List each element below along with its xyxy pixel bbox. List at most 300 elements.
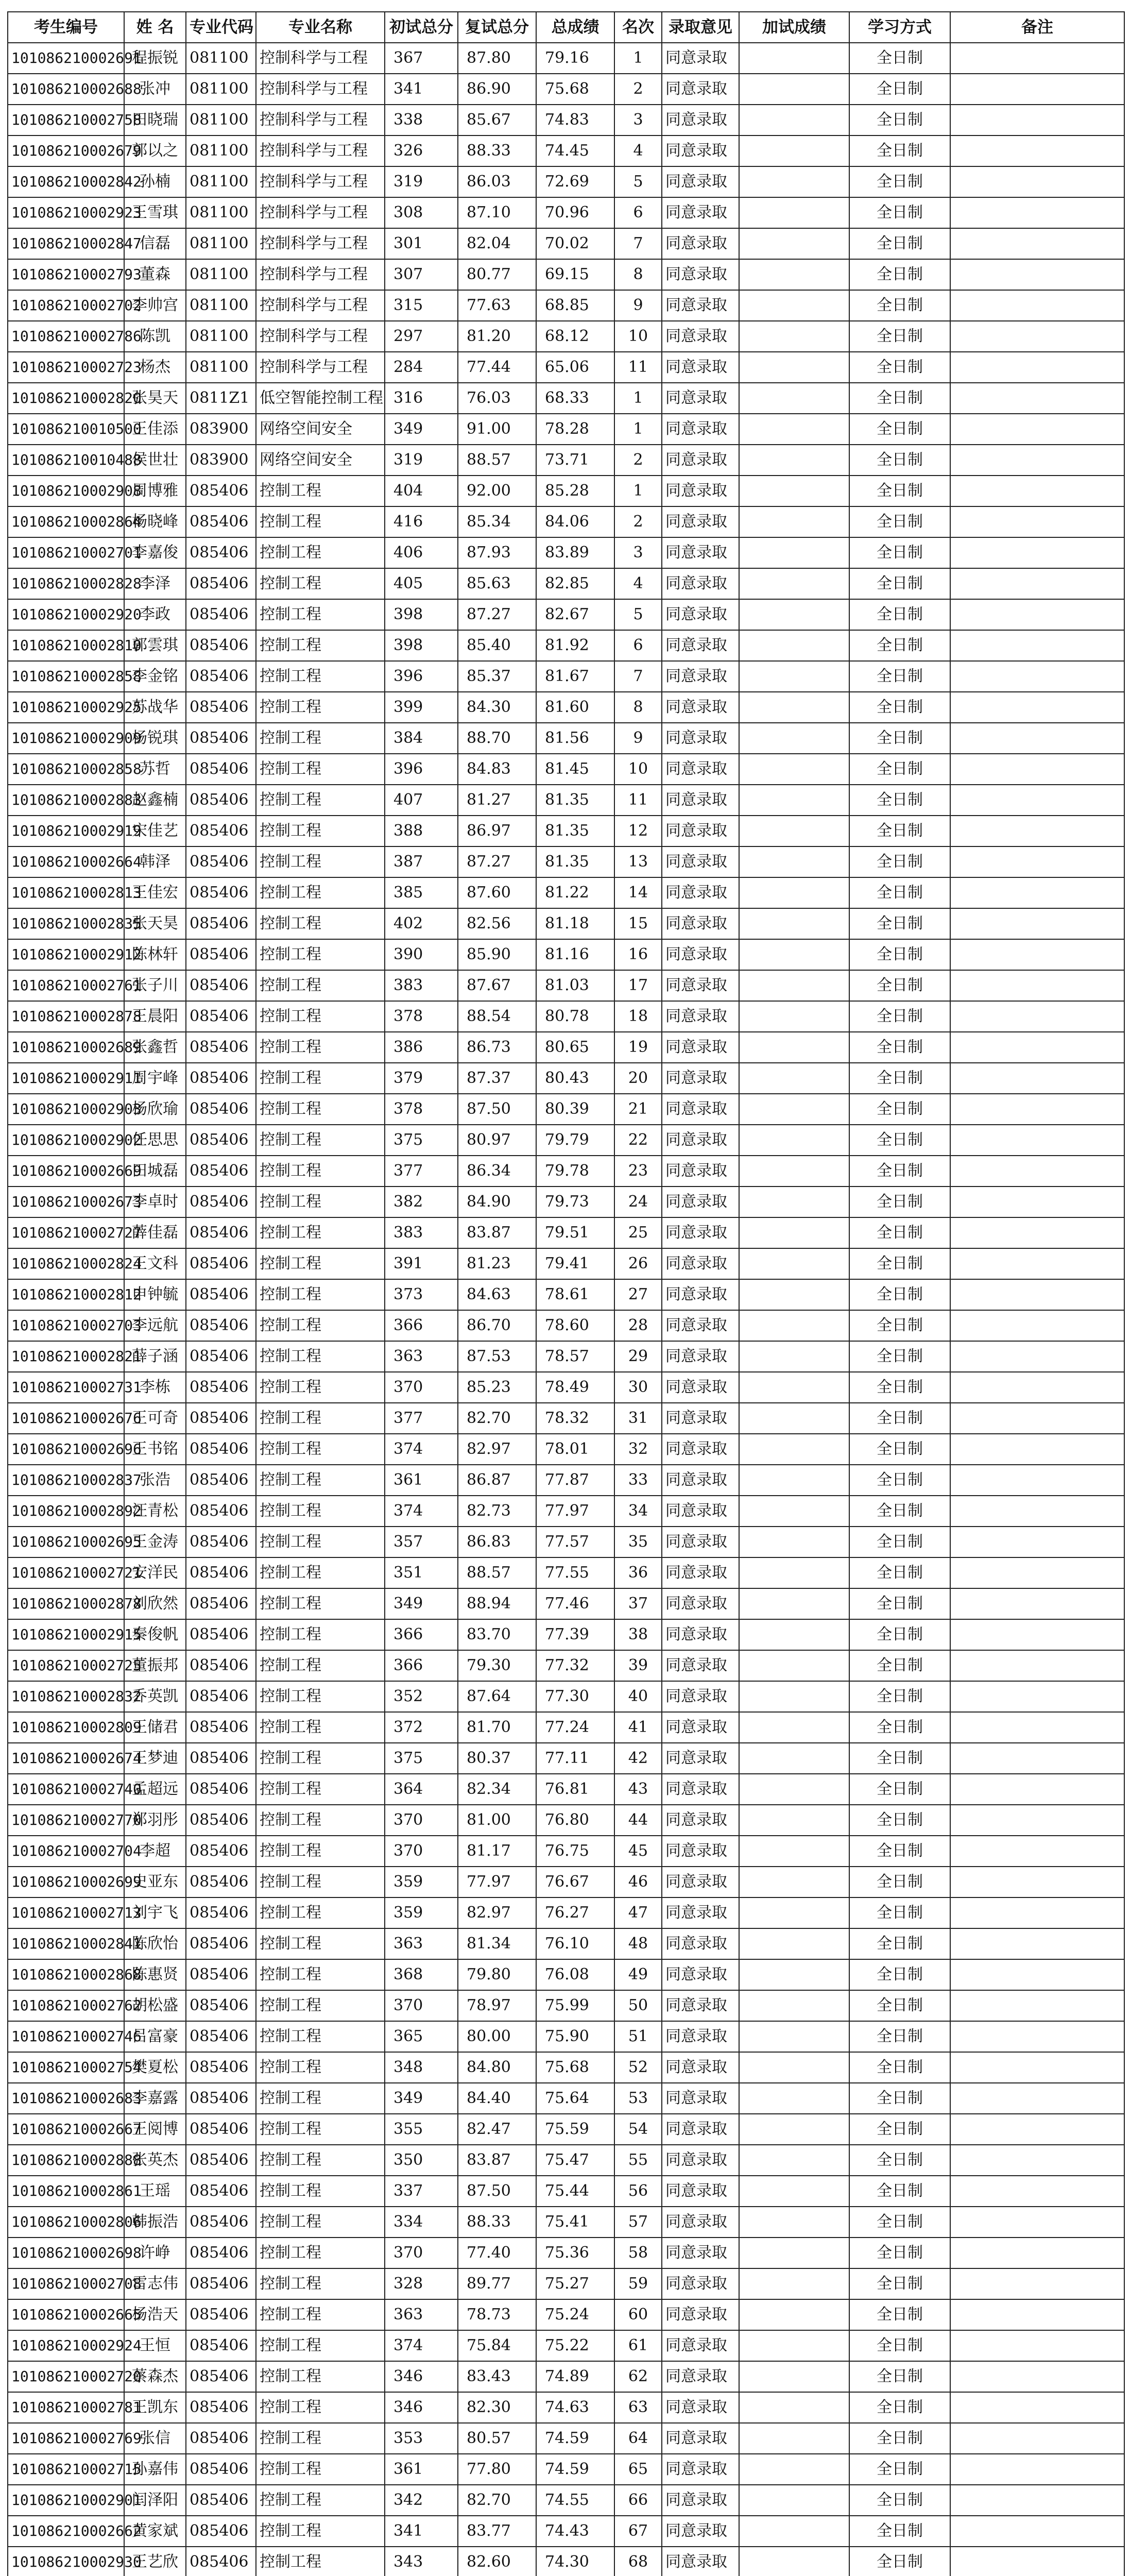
cell-name: 安洋民	[124, 1557, 186, 1588]
cell-admission-opinion: 同意录取	[662, 2299, 739, 2330]
cell-rank: 13	[614, 846, 662, 877]
cell-major-code: 085406	[186, 1125, 256, 1156]
cell-major-code: 085406	[186, 1403, 256, 1434]
table-row	[8, 43, 1124, 74]
table-row	[8, 2516, 1124, 2547]
cell-admission-opinion: 同意录取	[662, 2392, 739, 2423]
cell-remarks	[950, 1156, 1124, 1187]
cell-exam-id: 101086210002761	[8, 970, 124, 1001]
cell-initial-score: 319	[385, 445, 458, 476]
cell-exam-id: 101086210002769	[8, 2423, 124, 2454]
cell-rank: 1	[614, 383, 662, 414]
cell-exam-id: 101086210002667	[8, 2114, 124, 2145]
cell-retest-score: 80.97	[458, 1125, 536, 1156]
cell-study-mode: 全日制	[849, 1805, 950, 1836]
cell-major-name: 控制工程	[256, 1619, 385, 1650]
table-row	[8, 1032, 1124, 1063]
cell-study-mode: 全日制	[849, 1836, 950, 1867]
cell-study-mode: 全日制	[849, 1001, 950, 1032]
cell-extra-test-score	[739, 1248, 849, 1279]
cell-initial-score: 372	[385, 1712, 458, 1743]
cell-major-name: 控制工程	[256, 537, 385, 568]
cell-initial-score: 402	[385, 908, 458, 939]
cell-major-name: 网络空间安全	[256, 445, 385, 476]
cell-name: 刘宇飞	[124, 1897, 186, 1928]
table-row	[8, 785, 1124, 816]
cell-remarks	[950, 723, 1124, 754]
cell-admission-opinion: 同意录取	[662, 2485, 739, 2516]
cell-study-mode: 全日制	[849, 1990, 950, 2021]
cell-extra-test-score	[739, 1403, 849, 1434]
cell-major-name: 控制工程	[256, 2052, 385, 2083]
cell-name: 胡松盛	[124, 1990, 186, 2021]
cell-major-name: 控制工程	[256, 1897, 385, 1928]
cell-study-mode: 全日制	[849, 2021, 950, 2052]
cell-admission-opinion: 同意录取	[662, 939, 739, 970]
cell-rank: 47	[614, 1897, 662, 1928]
cell-exam-id: 101086210002696	[8, 1434, 124, 1465]
cell-total-score: 81.56	[536, 723, 614, 754]
cell-retest-score: 79.30	[458, 1650, 536, 1681]
table-row	[8, 661, 1124, 692]
header-rank: 名次	[614, 12, 662, 43]
cell-major-code: 085406	[186, 1248, 256, 1279]
cell-total-score: 65.06	[536, 352, 614, 383]
cell-retest-score: 87.50	[458, 1094, 536, 1125]
cell-total-score: 79.16	[536, 43, 614, 74]
cell-name: 王艺欣	[124, 2547, 186, 2576]
cell-study-mode: 全日制	[849, 197, 950, 228]
cell-total-score: 75.44	[536, 2176, 614, 2207]
cell-remarks	[950, 1217, 1124, 1248]
cell-study-mode: 全日制	[849, 1465, 950, 1496]
cell-admission-opinion: 同意录取	[662, 2145, 739, 2176]
table-row	[8, 166, 1124, 197]
cell-study-mode: 全日制	[849, 877, 950, 908]
cell-retest-score: 82.47	[458, 2114, 536, 2145]
cell-study-mode: 全日制	[849, 1619, 950, 1650]
cell-name: 王阅博	[124, 2114, 186, 2145]
cell-major-name: 控制科学与工程	[256, 105, 385, 135]
cell-major-code: 085406	[186, 1650, 256, 1681]
cell-major-code: 085406	[186, 1897, 256, 1928]
cell-extra-test-score	[739, 506, 849, 537]
cell-admission-opinion: 同意录取	[662, 1372, 739, 1403]
cell-admission-opinion: 同意录取	[662, 2547, 739, 2576]
cell-initial-score: 406	[385, 537, 458, 568]
cell-major-name: 控制工程	[256, 908, 385, 939]
cell-name: 李超	[124, 1836, 186, 1867]
table-row	[8, 1341, 1124, 1372]
cell-major-name: 控制工程	[256, 939, 385, 970]
cell-initial-score: 404	[385, 476, 458, 506]
cell-remarks	[950, 661, 1124, 692]
cell-extra-test-score	[739, 1619, 849, 1650]
cell-exam-id: 101086210002821	[8, 1341, 124, 1372]
cell-extra-test-score	[739, 877, 849, 908]
cell-initial-score: 307	[385, 259, 458, 290]
cell-remarks	[950, 1619, 1124, 1650]
table-row	[8, 197, 1124, 228]
cell-remarks	[950, 2330, 1124, 2361]
cell-exam-id: 101086210002679	[8, 135, 124, 166]
cell-retest-score: 88.94	[458, 1588, 536, 1619]
cell-extra-test-score	[739, 1125, 849, 1156]
cell-total-score: 81.92	[536, 630, 614, 661]
cell-remarks	[950, 2083, 1124, 2114]
cell-rank: 67	[614, 2516, 662, 2547]
cell-initial-score: 361	[385, 2454, 458, 2485]
cell-total-score: 81.18	[536, 908, 614, 939]
table-row	[8, 1248, 1124, 1279]
cell-total-score: 77.32	[536, 1650, 614, 1681]
cell-remarks	[950, 1527, 1124, 1557]
cell-rank: 44	[614, 1805, 662, 1836]
cell-retest-score: 86.70	[458, 1310, 536, 1341]
cell-name: 杨杰	[124, 352, 186, 383]
cell-extra-test-score	[739, 166, 849, 197]
cell-major-code: 081100	[186, 259, 256, 290]
cell-remarks	[950, 476, 1124, 506]
cell-name: 王瑶	[124, 2176, 186, 2207]
cell-major-code: 083900	[186, 414, 256, 445]
cell-name: 董森	[124, 259, 186, 290]
cell-initial-score: 373	[385, 1279, 458, 1310]
cell-extra-test-score	[739, 1681, 849, 1712]
cell-study-mode: 全日制	[849, 228, 950, 259]
cell-exam-id: 101086210002847	[8, 228, 124, 259]
cell-exam-id: 101086210002828	[8, 568, 124, 599]
cell-rank: 30	[614, 1372, 662, 1403]
cell-admission-opinion: 同意录取	[662, 1125, 739, 1156]
cell-exam-id: 101086210002842	[8, 166, 124, 197]
table-row	[8, 352, 1124, 383]
cell-rank: 63	[614, 2392, 662, 2423]
cell-name: 王佳宏	[124, 877, 186, 908]
cell-major-name: 控制科学与工程	[256, 43, 385, 74]
cell-major-name: 控制工程	[256, 1681, 385, 1712]
cell-study-mode: 全日制	[849, 2176, 950, 2207]
cell-name: 王可奇	[124, 1403, 186, 1434]
cell-major-name: 控制工程	[256, 692, 385, 723]
cell-major-name: 控制工程	[256, 846, 385, 877]
cell-remarks	[950, 2423, 1124, 2454]
cell-extra-test-score	[739, 2299, 849, 2330]
cell-remarks	[950, 1434, 1124, 1465]
cell-study-mode: 全日制	[849, 135, 950, 166]
cell-initial-score: 370	[385, 1372, 458, 1403]
cell-name: 许峥	[124, 2238, 186, 2268]
cell-rank: 51	[614, 2021, 662, 2052]
cell-remarks	[950, 970, 1124, 1001]
cell-remarks	[950, 1588, 1124, 1619]
cell-remarks	[950, 1496, 1124, 1527]
cell-initial-score: 342	[385, 2485, 458, 2516]
table-row	[8, 2330, 1124, 2361]
cell-study-mode: 全日制	[849, 2392, 950, 2423]
cell-major-code: 085406	[186, 2516, 256, 2547]
cell-initial-score: 349	[385, 414, 458, 445]
cell-exam-id: 101086210002699	[8, 1867, 124, 1897]
cell-total-score: 82.67	[536, 599, 614, 630]
header-exam-id: 考生编号	[8, 12, 124, 43]
cell-retest-score: 84.30	[458, 692, 536, 723]
cell-major-code: 085406	[186, 846, 256, 877]
cell-major-name: 控制工程	[256, 1774, 385, 1805]
cell-major-code: 085406	[186, 2207, 256, 2238]
cell-exam-id: 101086210002912	[8, 939, 124, 970]
cell-retest-score: 86.90	[458, 74, 536, 105]
cell-rank: 9	[614, 723, 662, 754]
table-row	[8, 1279, 1124, 1310]
table-row	[8, 445, 1124, 476]
cell-remarks	[950, 1990, 1124, 2021]
cell-major-name: 控制工程	[256, 1310, 385, 1341]
cell-remarks	[950, 1743, 1124, 1774]
cell-rank: 48	[614, 1928, 662, 1959]
cell-admission-opinion: 同意录取	[662, 2114, 739, 2145]
cell-retest-score: 81.70	[458, 1712, 536, 1743]
cell-exam-id: 101086210002832	[8, 1681, 124, 1712]
cell-major-name: 控制工程	[256, 1557, 385, 1588]
cell-total-score: 81.35	[536, 816, 614, 846]
cell-name: 王晨阳	[124, 1001, 186, 1032]
cell-major-code: 085406	[186, 1836, 256, 1867]
table-row	[8, 2238, 1124, 2268]
cell-study-mode: 全日制	[849, 2145, 950, 2176]
cell-remarks	[950, 43, 1124, 74]
cell-exam-id: 101086210002674	[8, 1743, 124, 1774]
cell-rank: 36	[614, 1557, 662, 1588]
cell-total-score: 75.36	[536, 2238, 614, 2268]
table-row	[8, 1187, 1124, 1217]
cell-total-score: 78.32	[536, 1403, 614, 1434]
cell-extra-test-score	[739, 2330, 849, 2361]
cell-rank: 26	[614, 1248, 662, 1279]
cell-name: 宋佳艺	[124, 816, 186, 846]
cell-initial-score: 284	[385, 352, 458, 383]
cell-extra-test-score	[739, 1032, 849, 1063]
cell-major-code: 085406	[186, 1063, 256, 1094]
cell-initial-score: 365	[385, 2021, 458, 2052]
cell-total-score: 74.89	[536, 2361, 614, 2392]
cell-name: 黄家斌	[124, 2516, 186, 2547]
table-row	[8, 2083, 1124, 2114]
cell-initial-score: 319	[385, 166, 458, 197]
table-row	[8, 908, 1124, 939]
cell-extra-test-score	[739, 2392, 849, 2423]
cell-admission-opinion: 同意录取	[662, 661, 739, 692]
cell-total-score: 81.35	[536, 785, 614, 816]
cell-name: 张昊天	[124, 383, 186, 414]
cell-major-code: 085406	[186, 1959, 256, 1990]
cell-major-name: 控制工程	[256, 816, 385, 846]
table-row	[8, 754, 1124, 785]
cell-name: 孙嘉伟	[124, 2454, 186, 2485]
cell-exam-id: 101086210002713	[8, 1897, 124, 1928]
cell-remarks	[950, 135, 1124, 166]
cell-initial-score: 383	[385, 970, 458, 1001]
cell-rank: 4	[614, 568, 662, 599]
cell-major-code: 085406	[186, 2423, 256, 2454]
cell-exam-id: 101086210002683	[8, 2083, 124, 2114]
cell-total-score: 75.90	[536, 2021, 614, 2052]
cell-major-name: 控制工程	[256, 1094, 385, 1125]
cell-total-score: 79.79	[536, 1125, 614, 1156]
cell-remarks	[950, 2485, 1124, 2516]
table-row	[8, 1805, 1124, 1836]
cell-retest-score: 80.37	[458, 1743, 536, 1774]
cell-admission-opinion: 同意录取	[662, 723, 739, 754]
cell-admission-opinion: 同意录取	[662, 2083, 739, 2114]
cell-admission-opinion: 同意录取	[662, 1156, 739, 1187]
cell-total-score: 77.55	[536, 1557, 614, 1588]
table-row	[8, 1063, 1124, 1094]
cell-admission-opinion: 同意录取	[662, 908, 739, 939]
table-row	[8, 1774, 1124, 1805]
cell-major-code: 085406	[186, 2299, 256, 2330]
cell-extra-test-score	[739, 1836, 849, 1867]
cell-initial-score: 366	[385, 1619, 458, 1650]
cell-admission-opinion: 同意录取	[662, 1527, 739, 1557]
cell-rank: 1	[614, 414, 662, 445]
cell-major-name: 控制科学与工程	[256, 135, 385, 166]
cell-rank: 12	[614, 816, 662, 846]
cell-remarks	[950, 2454, 1124, 2485]
cell-study-mode: 全日制	[849, 166, 950, 197]
cell-major-code: 085406	[186, 1712, 256, 1743]
cell-admission-opinion: 同意录取	[662, 259, 739, 290]
cell-major-code: 085406	[186, 1557, 256, 1588]
cell-major-code: 085406	[186, 908, 256, 939]
cell-name: 李帅宫	[124, 290, 186, 321]
table-row	[8, 2207, 1124, 2238]
cell-total-score: 79.41	[536, 1248, 614, 1279]
cell-major-code: 085406	[186, 2330, 256, 2361]
cell-extra-test-score	[739, 476, 849, 506]
cell-name: 王书铭	[124, 1434, 186, 1465]
cell-name: 秦俊帆	[124, 1619, 186, 1650]
table-row	[8, 1712, 1124, 1743]
cell-study-mode: 全日制	[849, 1557, 950, 1588]
cell-initial-score: 343	[385, 2547, 458, 2576]
cell-remarks	[950, 352, 1124, 383]
cell-study-mode: 全日制	[849, 2454, 950, 2485]
cell-initial-score: 301	[385, 228, 458, 259]
cell-remarks	[950, 259, 1124, 290]
cell-total-score: 81.45	[536, 754, 614, 785]
table-row	[8, 1681, 1124, 1712]
cell-study-mode: 全日制	[849, 290, 950, 321]
cell-extra-test-score	[739, 1156, 849, 1187]
cell-extra-test-score	[739, 1310, 849, 1341]
cell-rank: 29	[614, 1341, 662, 1372]
cell-rank: 46	[614, 1867, 662, 1897]
cell-name: 张天昊	[124, 908, 186, 939]
cell-admission-opinion: 同意录取	[662, 692, 739, 723]
cell-admission-opinion: 同意录取	[662, 1712, 739, 1743]
cell-extra-test-score	[739, 1557, 849, 1588]
cell-admission-opinion: 同意录取	[662, 846, 739, 877]
cell-total-score: 74.45	[536, 135, 614, 166]
cell-total-score: 81.16	[536, 939, 614, 970]
cell-major-code: 081100	[186, 74, 256, 105]
cell-major-code: 085406	[186, 568, 256, 599]
cell-initial-score: 384	[385, 723, 458, 754]
cell-major-name: 控制工程	[256, 877, 385, 908]
cell-study-mode: 全日制	[849, 43, 950, 74]
cell-initial-score: 346	[385, 2392, 458, 2423]
cell-study-mode: 全日制	[849, 259, 950, 290]
cell-remarks	[950, 2361, 1124, 2392]
cell-retest-score: 81.00	[458, 1805, 536, 1836]
cell-initial-score: 359	[385, 1867, 458, 1897]
cell-exam-id: 101086210002669	[8, 1156, 124, 1187]
cell-rank: 8	[614, 259, 662, 290]
cell-study-mode: 全日制	[849, 1650, 950, 1681]
cell-extra-test-score	[739, 135, 849, 166]
cell-initial-score: 350	[385, 2145, 458, 2176]
cell-initial-score: 337	[385, 2176, 458, 2207]
cell-extra-test-score	[739, 2207, 849, 2238]
cell-study-mode: 全日制	[849, 2485, 950, 2516]
cell-remarks	[950, 1867, 1124, 1897]
cell-exam-id: 101086210002915	[8, 1619, 124, 1650]
cell-extra-test-score	[739, 383, 849, 414]
cell-name: 闫泽阳	[124, 2485, 186, 2516]
cell-name: 王雪琪	[124, 197, 186, 228]
cell-extra-test-score	[739, 1341, 849, 1372]
cell-exam-id: 101086210002930	[8, 2547, 124, 2576]
cell-name: 韩泽	[124, 846, 186, 877]
cell-retest-score: 88.57	[458, 445, 536, 476]
cell-retest-score: 84.90	[458, 1187, 536, 1217]
cell-remarks	[950, 74, 1124, 105]
cell-rank: 11	[614, 785, 662, 816]
cell-retest-score: 91.00	[458, 414, 536, 445]
cell-retest-score: 88.70	[458, 723, 536, 754]
cell-total-score: 81.22	[536, 877, 614, 908]
cell-admission-opinion: 同意录取	[662, 445, 739, 476]
cell-admission-opinion: 同意录取	[662, 197, 739, 228]
cell-admission-opinion: 同意录取	[662, 1867, 739, 1897]
cell-major-name: 控制科学与工程	[256, 197, 385, 228]
cell-rank: 6	[614, 630, 662, 661]
cell-total-score: 68.33	[536, 383, 614, 414]
cell-exam-id: 101086210002861	[8, 2176, 124, 2207]
cell-retest-score: 87.50	[458, 2176, 536, 2207]
cell-major-code: 085406	[186, 785, 256, 816]
cell-major-name: 控制工程	[256, 723, 385, 754]
table-row	[8, 1001, 1124, 1032]
cell-extra-test-score	[739, 2052, 849, 2083]
cell-major-name: 控制工程	[256, 1217, 385, 1248]
cell-admission-opinion: 同意录取	[662, 537, 739, 568]
cell-exam-id: 101086210002920	[8, 599, 124, 630]
cell-admission-opinion: 同意录取	[662, 754, 739, 785]
table-row	[8, 74, 1124, 105]
cell-admission-opinion: 同意录取	[662, 1836, 739, 1867]
cell-study-mode: 全日制	[849, 970, 950, 1001]
cell-total-score: 74.43	[536, 2516, 614, 2547]
cell-initial-score: 366	[385, 1310, 458, 1341]
cell-retest-score: 84.80	[458, 2052, 536, 2083]
cell-exam-id: 101086210002754	[8, 2052, 124, 2083]
cell-admission-opinion: 同意录取	[662, 877, 739, 908]
cell-extra-test-score	[739, 74, 849, 105]
cell-admission-opinion: 同意录取	[662, 383, 739, 414]
cell-exam-id: 101086210002837	[8, 1465, 124, 1496]
